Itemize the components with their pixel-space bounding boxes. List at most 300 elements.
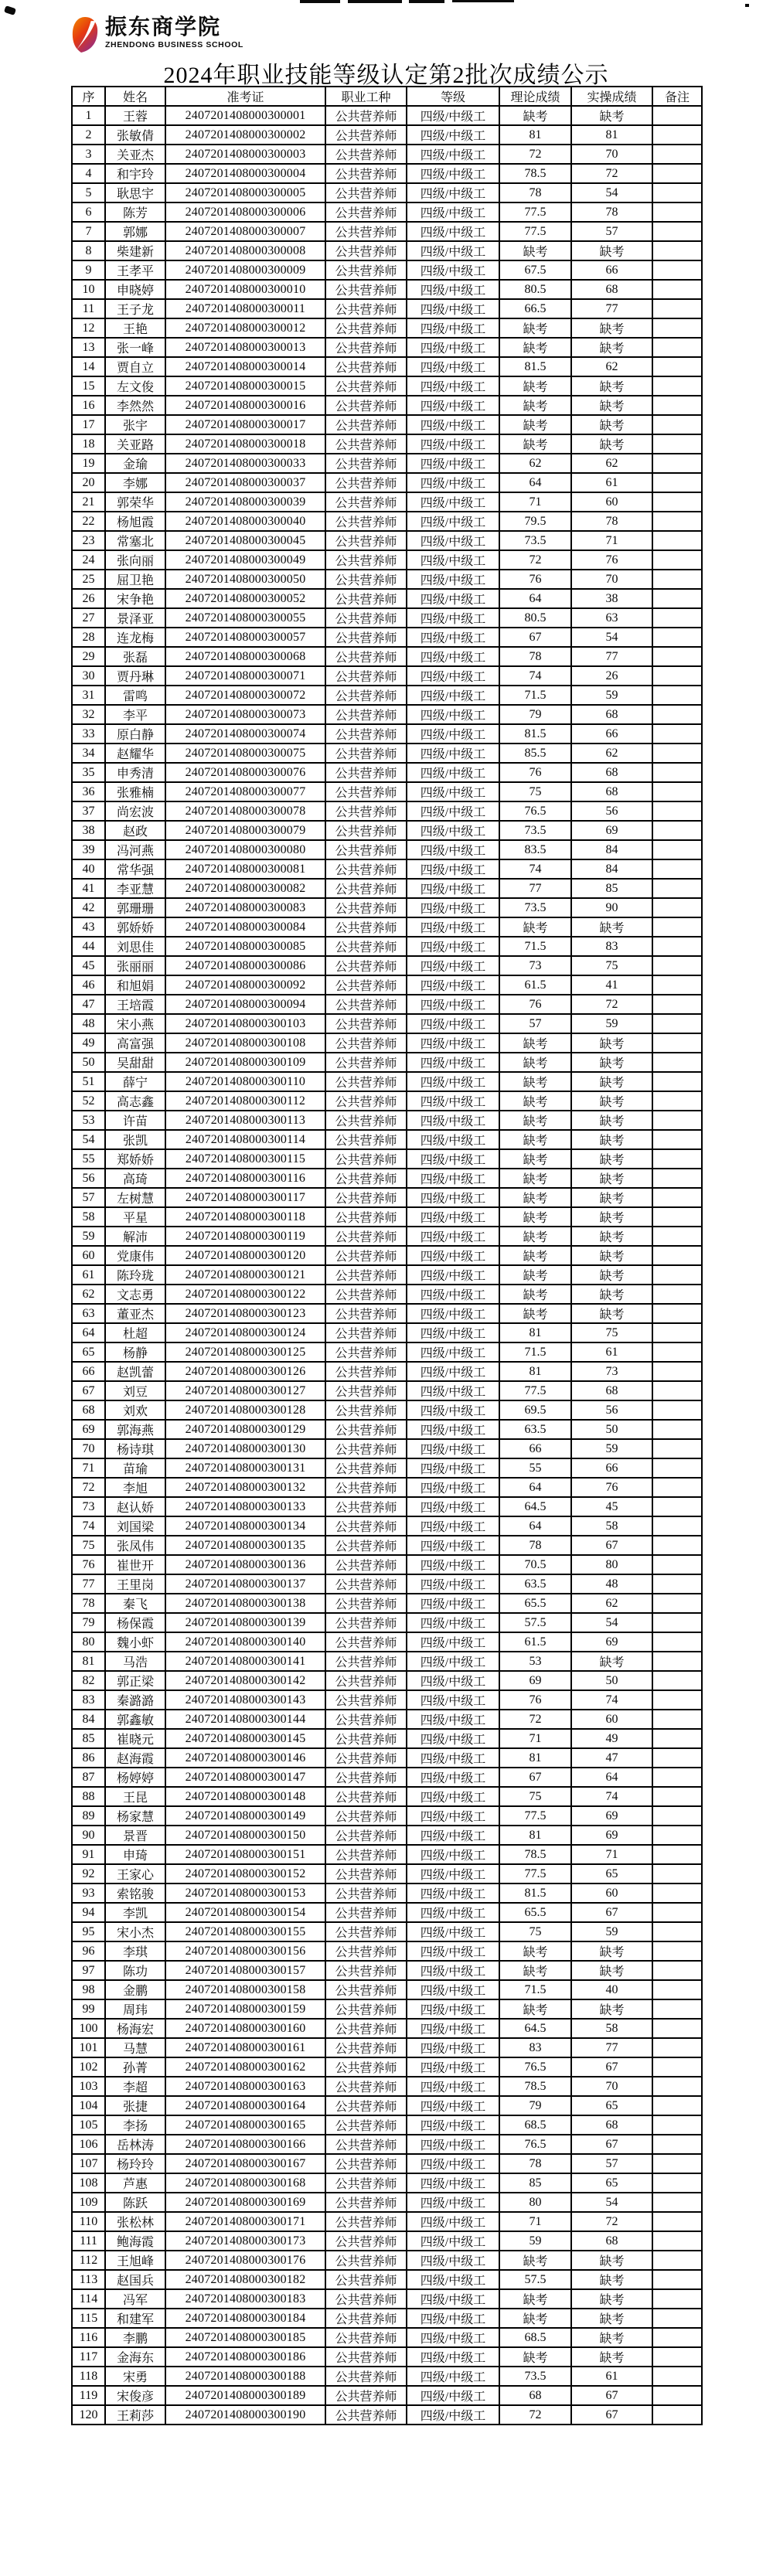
cell-name: 冯军 xyxy=(105,2289,165,2309)
table-row xyxy=(72,2270,702,2289)
cell-theory-score: 76 xyxy=(499,1690,571,1710)
cell-remark xyxy=(652,145,702,164)
cell-name: 许苗 xyxy=(105,1111,165,1130)
table-row xyxy=(72,1188,702,1207)
cell-seq: 27 xyxy=(72,608,105,628)
cell-remark xyxy=(652,1072,702,1091)
cell-seq: 28 xyxy=(72,628,105,647)
cell-practical-score: 81 xyxy=(571,125,652,145)
table-row xyxy=(72,1690,702,1710)
cell-theory-score: 81.5 xyxy=(499,1884,571,1903)
table-row xyxy=(72,1922,702,1941)
cell-theory-score: 缺考 xyxy=(499,338,571,357)
cell-occupation: 公共营养师 xyxy=(325,434,407,454)
cell-exam-id: 2407201408000300143 xyxy=(165,1690,325,1710)
cell-level: 四级/中级工 xyxy=(407,956,499,975)
cell-name: 王昆 xyxy=(105,1787,165,1806)
cell-name: 申秀清 xyxy=(105,763,165,782)
cell-remark xyxy=(652,1826,702,1845)
table-row xyxy=(72,1787,702,1806)
cell-remark xyxy=(652,2251,702,2270)
cell-theory-score: 73.5 xyxy=(499,531,571,550)
cell-remark xyxy=(652,2212,702,2231)
cell-practical-score: 84 xyxy=(571,859,652,879)
cell-exam-id: 2407201408000300084 xyxy=(165,917,325,937)
cell-remark xyxy=(652,1999,702,2019)
cell-practical-score: 缺考 xyxy=(571,1149,652,1169)
table-row xyxy=(72,1845,702,1864)
cell-practical-score: 59 xyxy=(571,686,652,705)
cell-theory-score: 71 xyxy=(499,2212,571,2231)
cell-seq: 83 xyxy=(72,1690,105,1710)
cell-seq: 55 xyxy=(72,1149,105,1169)
table-row xyxy=(72,2077,702,2096)
cell-exam-id: 2407201408000300033 xyxy=(165,454,325,473)
cell-name: 张凤伟 xyxy=(105,1536,165,1555)
table-row xyxy=(72,183,702,202)
cell-name: 郑娇娇 xyxy=(105,1149,165,1169)
cell-exam-id: 2407201408000300076 xyxy=(165,763,325,782)
table-row xyxy=(72,280,702,299)
cell-occupation: 公共营养师 xyxy=(325,1768,407,1787)
cell-occupation: 公共营养师 xyxy=(325,1536,407,1555)
cell-occupation: 公共营养师 xyxy=(325,724,407,744)
cell-seq: 102 xyxy=(72,2057,105,2077)
cell-theory-score: 76.5 xyxy=(499,2057,571,2077)
cell-occupation: 公共营养师 xyxy=(325,1342,407,1362)
cell-remark xyxy=(652,1671,702,1690)
cell-level: 四级/中级工 xyxy=(407,338,499,357)
cell-remark xyxy=(652,1400,702,1420)
cell-name: 崔晓元 xyxy=(105,1729,165,1748)
table-body xyxy=(72,106,702,2425)
cell-seq: 88 xyxy=(72,1787,105,1806)
cell-seq: 62 xyxy=(72,1285,105,1304)
cell-level: 四级/中级工 xyxy=(407,2077,499,2096)
table-row xyxy=(72,628,702,647)
cell-seq: 11 xyxy=(72,299,105,318)
cell-seq: 87 xyxy=(72,1768,105,1787)
cell-practical-score: 68 xyxy=(571,280,652,299)
cell-theory-score: 57.5 xyxy=(499,1613,571,1632)
cell-seq: 31 xyxy=(72,686,105,705)
cell-seq: 22 xyxy=(72,512,105,531)
cell-name: 刘欢 xyxy=(105,1400,165,1420)
cell-exam-id: 2407201408000300141 xyxy=(165,1652,325,1671)
cell-level: 四级/中级工 xyxy=(407,376,499,396)
cell-name: 平星 xyxy=(105,1207,165,1227)
cell-theory-score: 64 xyxy=(499,589,571,608)
cell-practical-score: 64 xyxy=(571,1768,652,1787)
table-row xyxy=(72,2212,702,2231)
cell-remark xyxy=(652,1884,702,1903)
cell-name: 刘豆 xyxy=(105,1381,165,1400)
table-row xyxy=(72,434,702,454)
cell-practical-score: 77 xyxy=(571,299,652,318)
cell-seq: 23 xyxy=(72,531,105,550)
cell-theory-score: 72 xyxy=(499,550,571,570)
cell-practical-score: 56 xyxy=(571,1400,652,1420)
cell-theory-score: 83.5 xyxy=(499,840,571,859)
cell-occupation: 公共营养师 xyxy=(325,473,407,492)
cell-seq: 93 xyxy=(72,1884,105,1903)
cell-remark xyxy=(652,1478,702,1497)
table-row xyxy=(72,1884,702,1903)
cell-name: 和宇玲 xyxy=(105,164,165,183)
table-row xyxy=(72,2386,702,2405)
cell-name: 张捷 xyxy=(105,2096,165,2115)
cell-theory-score: 57 xyxy=(499,1014,571,1033)
cell-exam-id: 2407201408000300131 xyxy=(165,1458,325,1478)
cell-exam-id: 2407201408000300085 xyxy=(165,937,325,956)
table-row xyxy=(72,2154,702,2173)
cell-remark xyxy=(652,434,702,454)
cell-level: 四级/中级工 xyxy=(407,2328,499,2347)
cell-name: 张凯 xyxy=(105,1130,165,1149)
cell-occupation: 公共营养师 xyxy=(325,1729,407,1748)
cell-level: 四级/中级工 xyxy=(407,1072,499,1091)
cell-level: 四级/中级工 xyxy=(407,937,499,956)
column-header: 理论成绩 xyxy=(499,87,571,106)
cell-level: 四级/中级工 xyxy=(407,1768,499,1787)
cell-practical-score: 缺考 xyxy=(571,1207,652,1227)
cell-remark xyxy=(652,357,702,376)
cell-seq: 49 xyxy=(72,1033,105,1053)
cell-theory-score: 缺考 xyxy=(499,917,571,937)
cell-level: 四级/中级工 xyxy=(407,2367,499,2386)
cell-theory-score: 78 xyxy=(499,2154,571,2173)
table-row xyxy=(72,473,702,492)
cell-level: 四级/中级工 xyxy=(407,1826,499,1845)
table-row xyxy=(72,898,702,917)
cell-seq: 107 xyxy=(72,2154,105,2173)
cell-seq: 58 xyxy=(72,1207,105,1227)
cell-name: 杨旭霞 xyxy=(105,512,165,531)
cell-practical-score: 62 xyxy=(571,1594,652,1613)
table-row xyxy=(72,859,702,879)
cell-remark xyxy=(652,1420,702,1439)
cell-exam-id: 2407201408000300159 xyxy=(165,1999,325,2019)
cell-level: 四级/中级工 xyxy=(407,164,499,183)
cell-occupation: 公共营养师 xyxy=(325,608,407,628)
cell-theory-score: 64.5 xyxy=(499,1497,571,1516)
cell-remark xyxy=(652,1787,702,1806)
cell-seq: 92 xyxy=(72,1864,105,1884)
cell-name: 左树慧 xyxy=(105,1188,165,1207)
cell-name: 杨静 xyxy=(105,1342,165,1362)
table-row xyxy=(72,1536,702,1555)
cell-occupation: 公共营养师 xyxy=(325,2347,407,2367)
cell-level: 四级/中级工 xyxy=(407,2154,499,2173)
cell-occupation: 公共营养师 xyxy=(325,531,407,550)
cell-theory-score: 缺考 xyxy=(499,2289,571,2309)
cell-seq: 111 xyxy=(72,2231,105,2251)
cell-exam-id: 2407201408000300001 xyxy=(165,106,325,125)
cell-seq: 86 xyxy=(72,1748,105,1768)
table-row xyxy=(72,1091,702,1111)
cell-remark xyxy=(652,975,702,995)
cell-theory-score: 缺考 xyxy=(499,1053,571,1072)
table-row xyxy=(72,705,702,724)
cell-level: 四级/中级工 xyxy=(407,1652,499,1671)
cell-name: 赵凯蕾 xyxy=(105,1362,165,1381)
cell-theory-score: 79.5 xyxy=(499,512,571,531)
cell-practical-score: 缺考 xyxy=(571,318,652,338)
cell-name: 金鹏 xyxy=(105,1980,165,1999)
cell-level: 四级/中级工 xyxy=(407,1787,499,1806)
cell-occupation: 公共营养师 xyxy=(325,1710,407,1729)
cell-seq: 45 xyxy=(72,956,105,975)
cell-theory-score: 65.5 xyxy=(499,1594,571,1613)
cell-level: 四级/中级工 xyxy=(407,1671,499,1690)
cell-remark xyxy=(652,1652,702,1671)
cell-level: 四级/中级工 xyxy=(407,1903,499,1922)
table-row xyxy=(72,1342,702,1362)
cell-theory-score: 79 xyxy=(499,2096,571,2115)
cell-exam-id: 2407201408000300077 xyxy=(165,782,325,801)
cell-level: 四级/中级工 xyxy=(407,744,499,763)
cell-name: 申晓婷 xyxy=(105,280,165,299)
cell-occupation: 公共营养师 xyxy=(325,1941,407,1961)
cell-level: 四级/中级工 xyxy=(407,531,499,550)
cell-level: 四级/中级工 xyxy=(407,1941,499,1961)
cell-seq: 44 xyxy=(72,937,105,956)
logo-en-name: ZHENDONG BUSINESS SCHOOL xyxy=(105,40,243,49)
cell-practical-score: 74 xyxy=(571,1787,652,1806)
cell-name: 周玮 xyxy=(105,1999,165,2019)
cell-practical-score: 61 xyxy=(571,2367,652,2386)
cell-occupation: 公共营养师 xyxy=(325,1130,407,1149)
cell-theory-score: 缺考 xyxy=(499,1227,571,1246)
cell-seq: 72 xyxy=(72,1478,105,1497)
cell-occupation: 公共营养师 xyxy=(325,782,407,801)
cell-name: 杨玲玲 xyxy=(105,2154,165,2173)
cell-practical-score: 76 xyxy=(571,550,652,570)
cell-remark xyxy=(652,859,702,879)
cell-practical-score: 缺考 xyxy=(571,1072,652,1091)
cell-remark xyxy=(652,840,702,859)
cell-practical-score: 70 xyxy=(571,570,652,589)
cell-name: 张雅楠 xyxy=(105,782,165,801)
cell-level: 四级/中级工 xyxy=(407,1053,499,1072)
cell-exam-id: 2407201408000300125 xyxy=(165,1342,325,1362)
table-row xyxy=(72,1149,702,1169)
table-row xyxy=(72,415,702,434)
cell-occupation: 公共营养师 xyxy=(325,1671,407,1690)
cell-theory-score: 61.5 xyxy=(499,975,571,995)
cell-exam-id: 2407201408000300149 xyxy=(165,1806,325,1826)
cell-remark xyxy=(652,473,702,492)
table-row xyxy=(72,1961,702,1980)
table-row xyxy=(72,2309,702,2328)
cell-exam-id: 2407201408000300171 xyxy=(165,2212,325,2231)
cell-occupation: 公共营养师 xyxy=(325,318,407,338)
cell-level: 四级/中级工 xyxy=(407,1690,499,1710)
table-row xyxy=(72,2367,702,2386)
cell-exam-id: 2407201408000300012 xyxy=(165,318,325,338)
cell-occupation: 公共营养师 xyxy=(325,1652,407,1671)
table-row xyxy=(72,2135,702,2154)
cell-seq: 10 xyxy=(72,280,105,299)
cell-theory-score: 缺考 xyxy=(499,1246,571,1265)
cell-exam-id: 2407201408000300039 xyxy=(165,492,325,512)
cell-level: 四级/中级工 xyxy=(407,1536,499,1555)
cell-exam-id: 2407201408000300151 xyxy=(165,1845,325,1864)
cell-seq: 57 xyxy=(72,1188,105,1207)
cell-theory-score: 69.5 xyxy=(499,1400,571,1420)
cell-seq: 80 xyxy=(72,1632,105,1652)
cell-practical-score: 26 xyxy=(571,666,652,686)
cell-practical-score: 60 xyxy=(571,1710,652,1729)
cell-theory-score: 缺考 xyxy=(499,1033,571,1053)
cell-theory-score: 81 xyxy=(499,1748,571,1768)
cell-exam-id: 2407201408000300156 xyxy=(165,1941,325,1961)
cell-occupation: 公共营养师 xyxy=(325,1381,407,1400)
cell-practical-score: 缺考 xyxy=(571,396,652,415)
cell-seq: 15 xyxy=(72,376,105,396)
cell-practical-score: 80 xyxy=(571,1555,652,1574)
cell-exam-id: 2407201408000300136 xyxy=(165,1555,325,1574)
cell-exam-id: 2407201408000300011 xyxy=(165,299,325,318)
cell-remark xyxy=(652,2328,702,2347)
cell-exam-id: 2407201408000300037 xyxy=(165,473,325,492)
cell-name: 鲍海霞 xyxy=(105,2231,165,2251)
cell-exam-id: 2407201408000300010 xyxy=(165,280,325,299)
cell-theory-score: 缺考 xyxy=(499,1265,571,1285)
cell-practical-score: 62 xyxy=(571,357,652,376)
cell-name: 王子龙 xyxy=(105,299,165,318)
cell-seq: 35 xyxy=(72,763,105,782)
cell-seq: 118 xyxy=(72,2367,105,2386)
cell-seq: 24 xyxy=(72,550,105,570)
cell-seq: 29 xyxy=(72,647,105,666)
cell-exam-id: 2407201408000300135 xyxy=(165,1536,325,1555)
cell-remark xyxy=(652,666,702,686)
cell-practical-score: 69 xyxy=(571,1826,652,1845)
cell-practical-score: 69 xyxy=(571,821,652,840)
cell-seq: 66 xyxy=(72,1362,105,1381)
cell-occupation: 公共营养师 xyxy=(325,1884,407,1903)
cell-practical-score: 54 xyxy=(571,1613,652,1632)
cell-practical-score: 缺考 xyxy=(571,1246,652,1265)
cell-theory-score: 缺考 xyxy=(499,1999,571,2019)
cell-remark xyxy=(652,2173,702,2193)
table-row xyxy=(72,801,702,821)
cell-occupation: 公共营养师 xyxy=(325,2115,407,2135)
cell-level: 四级/中级工 xyxy=(407,2386,499,2405)
cell-remark xyxy=(652,917,702,937)
table-row xyxy=(72,1207,702,1227)
cell-occupation: 公共营养师 xyxy=(325,2135,407,2154)
cell-practical-score: 缺考 xyxy=(571,1285,652,1304)
cell-seq: 9 xyxy=(72,260,105,280)
cell-practical-score: 缺考 xyxy=(571,106,652,125)
cell-practical-score: 缺考 xyxy=(571,1999,652,2019)
cell-practical-score: 41 xyxy=(571,975,652,995)
cell-seq: 54 xyxy=(72,1130,105,1149)
cell-seq: 95 xyxy=(72,1922,105,1941)
cell-occupation: 公共营养师 xyxy=(325,2367,407,2386)
cell-occupation: 公共营养师 xyxy=(325,492,407,512)
cell-level: 四级/中级工 xyxy=(407,1710,499,1729)
cell-exam-id: 2407201408000300040 xyxy=(165,512,325,531)
cell-seq: 50 xyxy=(72,1053,105,1072)
cell-name: 王莉莎 xyxy=(105,2405,165,2425)
cell-exam-id: 2407201408000300073 xyxy=(165,705,325,724)
cell-remark xyxy=(652,2405,702,2425)
cell-exam-id: 2407201408000300007 xyxy=(165,222,325,241)
cell-theory-score: 80.5 xyxy=(499,280,571,299)
cell-practical-score: 78 xyxy=(571,512,652,531)
cell-name: 金瑜 xyxy=(105,454,165,473)
cell-exam-id: 2407201408000300016 xyxy=(165,396,325,415)
cell-practical-score: 69 xyxy=(571,1806,652,1826)
cell-practical-score: 54 xyxy=(571,628,652,647)
cell-name: 冯河燕 xyxy=(105,840,165,859)
logo-text xyxy=(105,15,243,49)
cell-practical-score: 60 xyxy=(571,1884,652,1903)
table-row xyxy=(72,1671,702,1690)
table-row xyxy=(72,2057,702,2077)
cell-occupation: 公共营养师 xyxy=(325,415,407,434)
cell-exam-id: 2407201408000300018 xyxy=(165,434,325,454)
cell-exam-id: 2407201408000300137 xyxy=(165,1574,325,1594)
cell-seq: 101 xyxy=(72,2038,105,2057)
cell-remark xyxy=(652,1536,702,1555)
cell-name: 原白静 xyxy=(105,724,165,744)
cell-practical-score: 38 xyxy=(571,589,652,608)
cell-theory-score: 64.5 xyxy=(499,2019,571,2038)
cell-practical-score: 83 xyxy=(571,937,652,956)
cell-practical-score: 缺考 xyxy=(571,1652,652,1671)
cell-practical-score: 缺考 xyxy=(571,1169,652,1188)
cell-name: 王艳 xyxy=(105,318,165,338)
cell-exam-id: 2407201408000300014 xyxy=(165,357,325,376)
cell-level: 四级/中级工 xyxy=(407,995,499,1014)
cell-occupation: 公共营养师 xyxy=(325,396,407,415)
cell-name: 连龙梅 xyxy=(105,628,165,647)
table-row xyxy=(72,1613,702,1632)
cell-remark xyxy=(652,1922,702,1941)
table-row xyxy=(72,2096,702,2115)
cell-seq: 73 xyxy=(72,1497,105,1516)
cell-name: 王里岗 xyxy=(105,1574,165,1594)
cell-remark xyxy=(652,1806,702,1826)
cell-level: 四级/中级工 xyxy=(407,2309,499,2328)
scan-artifact xyxy=(745,4,749,7)
cell-remark xyxy=(652,396,702,415)
cell-level: 四级/中级工 xyxy=(407,647,499,666)
cell-exam-id: 2407201408000300185 xyxy=(165,2328,325,2347)
cell-exam-id: 2407201408000300057 xyxy=(165,628,325,647)
cell-level: 四级/中级工 xyxy=(407,589,499,608)
table-row xyxy=(72,2173,702,2193)
cell-level: 四级/中级工 xyxy=(407,1478,499,1497)
cell-exam-id: 2407201408000300071 xyxy=(165,666,325,686)
cell-remark xyxy=(652,241,702,260)
cell-name: 宋小燕 xyxy=(105,1014,165,1033)
cell-seq: 98 xyxy=(72,1980,105,1999)
cell-remark xyxy=(652,1246,702,1265)
cell-name: 尚宏波 xyxy=(105,801,165,821)
table-row xyxy=(72,1014,702,1033)
cell-theory-score: 64 xyxy=(499,1478,571,1497)
cell-name: 芦惠 xyxy=(105,2173,165,2193)
cell-practical-score: 75 xyxy=(571,956,652,975)
cell-occupation: 公共营养师 xyxy=(325,2212,407,2231)
cell-occupation: 公共营养师 xyxy=(325,2231,407,2251)
cell-theory-score: 77.5 xyxy=(499,1381,571,1400)
